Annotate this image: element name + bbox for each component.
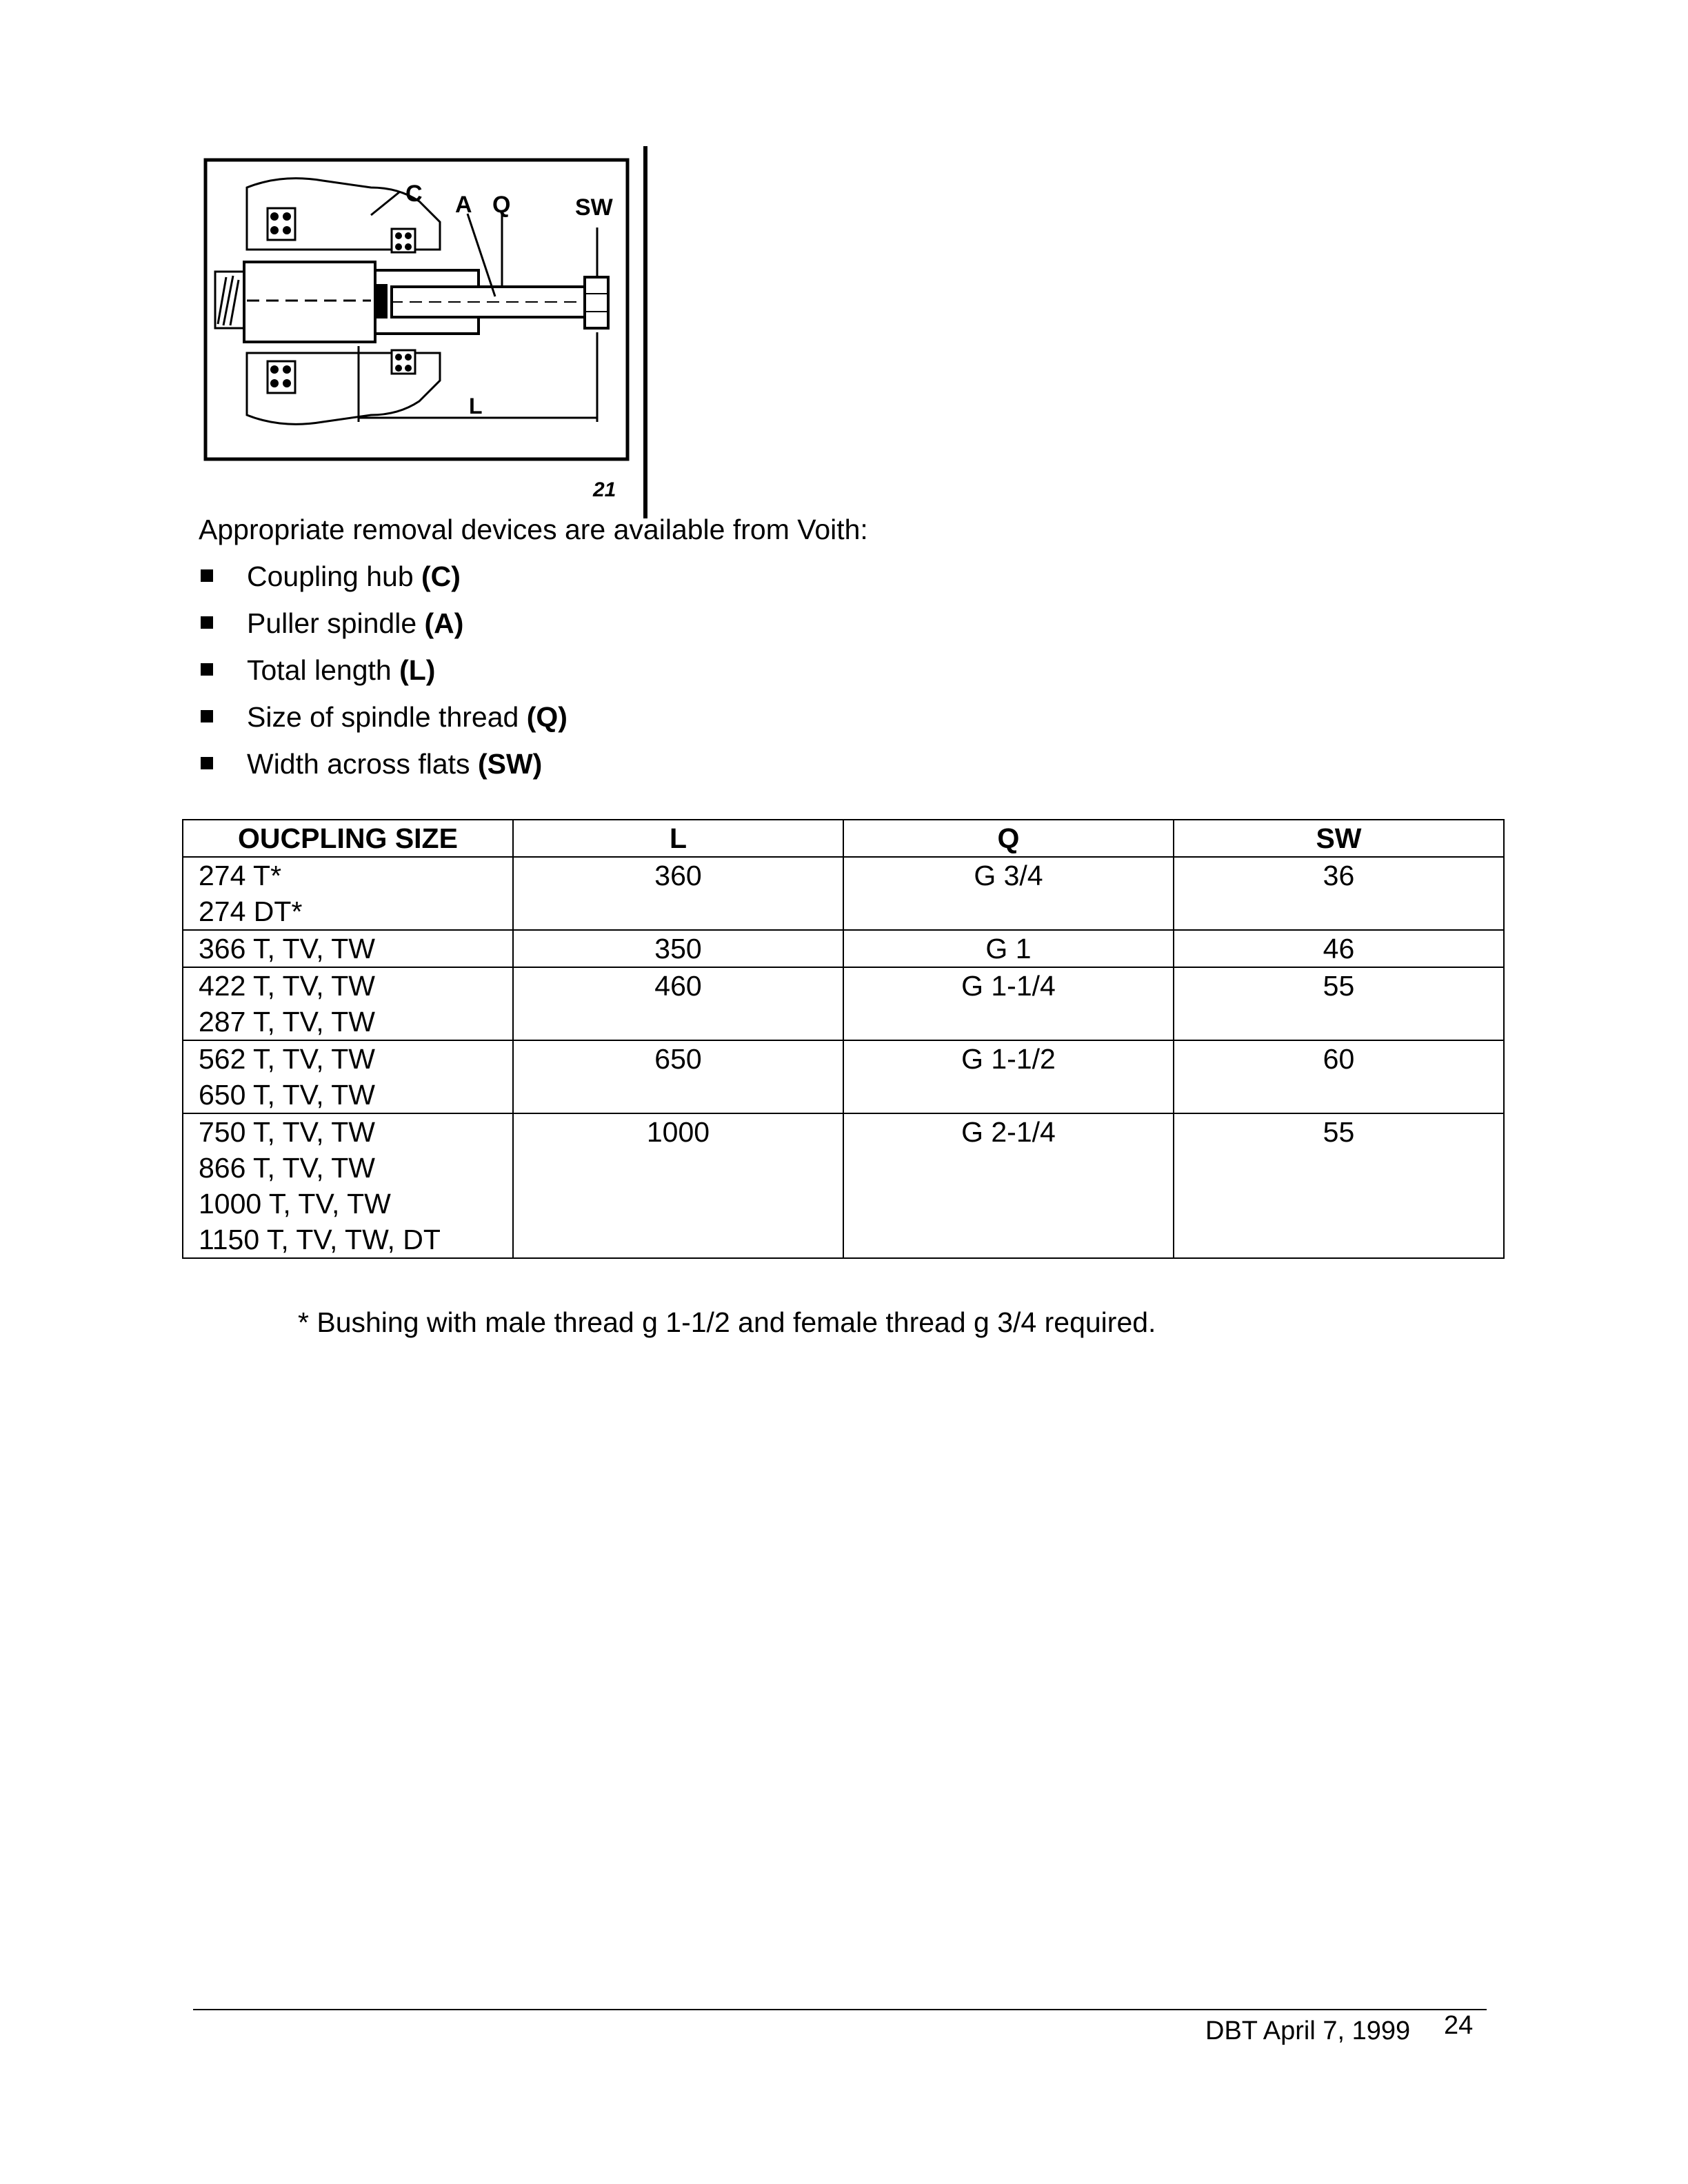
list-item: [199, 747, 567, 794]
page-number: 24: [1444, 2011, 1474, 2040]
list-item: [199, 560, 567, 607]
width-across-flats-cell: 46: [1174, 930, 1504, 967]
length-cell: 1000: [513, 1113, 843, 1258]
length-cell: 460: [513, 967, 843, 1040]
list-item: [199, 654, 567, 700]
table-row: [183, 857, 1504, 930]
table-row: [183, 1040, 1504, 1113]
column-header-q: Q: [843, 820, 1174, 857]
coupling-size-cell: 750 T, TV, TW 866 T, TV, TW 1000 T, TV, TW 1150 T, TV, TW, DT: [183, 1113, 513, 1258]
list-item-code: (Q): [526, 701, 567, 733]
coupling-size-cell: 562 T, TV, TW 650 T, TV, TW: [183, 1040, 513, 1113]
width-across-flats-cell: 60: [1174, 1040, 1504, 1113]
bullet-square-icon: [201, 710, 213, 722]
coupling-size-cell: 274 T* 274 DT*: [183, 857, 513, 930]
thread-cell: G 1-1/4: [843, 967, 1174, 1040]
list-item: [199, 607, 567, 654]
list-item-text: Total length: [247, 654, 400, 686]
column-header-l: L: [513, 820, 843, 857]
coupling-size-cell: 366 T, TV, TW: [183, 930, 513, 967]
coupling-size-cell: 422 T, TV, TW 287 T, TV, TW: [183, 967, 513, 1040]
length-cell: 360: [513, 857, 843, 930]
figure-label-c: C: [405, 181, 423, 207]
list-item-code: (SW): [477, 748, 543, 780]
table-row: [183, 930, 1504, 967]
table-row: [183, 967, 1504, 1040]
list-item-text: Width across flats: [247, 748, 478, 780]
bullet-square-icon: [201, 663, 213, 676]
list-item-code: (A): [424, 607, 464, 639]
thread-cell: G 1-1/2: [843, 1040, 1174, 1113]
list-item-text: Puller spindle: [247, 607, 425, 639]
column-header-sw: SW: [1174, 820, 1504, 857]
bullet-square-icon: [201, 616, 213, 629]
width-across-flats-cell: 36: [1174, 857, 1504, 930]
table-footnote: * Bushing with male thread g 1-1/2 and female thread g 3/4 required.: [298, 1306, 1156, 1338]
table-header-row: [183, 820, 1504, 857]
length-cell: 350: [513, 930, 843, 967]
thread-cell: G 1: [843, 930, 1174, 967]
list-item-code: (C): [421, 560, 461, 592]
removal-device-list: [199, 560, 567, 794]
thread-cell: G 2-1/4: [843, 1113, 1174, 1258]
figure-label-l: L: [469, 394, 483, 418]
bullet-square-icon: [201, 569, 213, 582]
table-row: [183, 1113, 1504, 1258]
footer-divider: [193, 2009, 1487, 2010]
coupling-size-table: [182, 819, 1505, 1259]
figure-label-q: Q: [492, 192, 511, 218]
list-item: [199, 700, 567, 747]
list-item-text: Size of spindle thread: [247, 701, 527, 733]
thread-cell: G 3/4: [843, 857, 1174, 930]
width-across-flats-cell: 55: [1174, 1113, 1504, 1258]
figure-label-a: A: [455, 192, 472, 218]
list-item-text: Coupling hub: [247, 560, 422, 592]
figure-label-sw: SW: [575, 194, 613, 221]
list-item-code: (L): [399, 654, 436, 686]
removal-device-figure: [199, 146, 654, 518]
figure-number: 21: [593, 478, 616, 501]
width-across-flats-cell: 55: [1174, 967, 1504, 1040]
bullet-square-icon: [201, 757, 213, 769]
intro-text: Appropriate removal devices are available from Voith:: [199, 514, 868, 545]
footer-date: DBT April 7, 1999: [1205, 2016, 1411, 2045]
column-header-size: OUCPLING SIZE: [183, 820, 513, 857]
length-cell: 650: [513, 1040, 843, 1113]
